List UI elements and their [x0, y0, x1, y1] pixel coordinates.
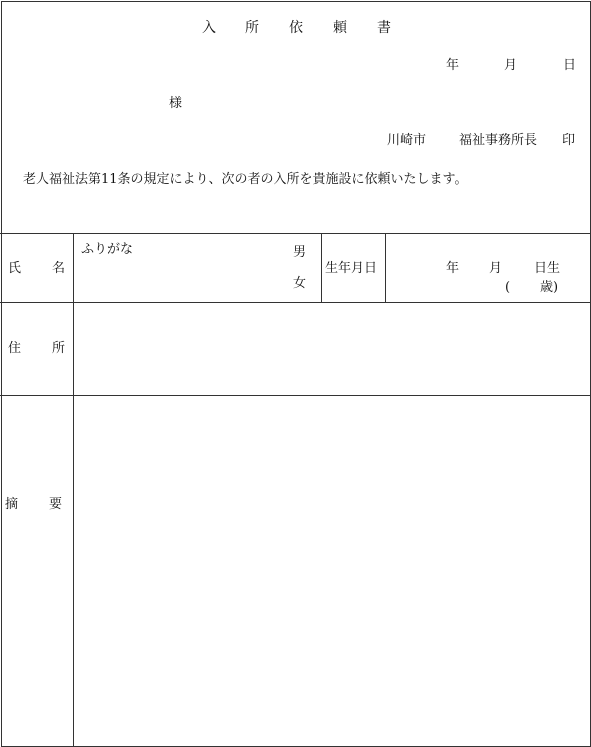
summary-label-char-2: 要: [49, 497, 63, 512]
address-input-area[interactable]: [74, 303, 589, 394]
age-open-paren: (: [505, 280, 511, 295]
address-label-char-1: 住: [8, 341, 22, 356]
issuer-seal-mark: 印: [562, 133, 576, 148]
summary-label-char-1: 摘: [5, 497, 19, 512]
issuer-office: 福祉事務所長: [459, 133, 538, 148]
addressee-suffix: 様: [169, 96, 183, 111]
sex-male-option: 男: [293, 245, 307, 260]
age-label: 歳): [540, 280, 559, 295]
divider-sex-birthlabel: [321, 233, 322, 302]
summary-input-area[interactable]: [74, 396, 589, 744]
name-input-area[interactable]: [74, 258, 284, 300]
name-label-char-2: 名: [52, 261, 66, 276]
furigana-label: ふりがな: [81, 242, 134, 257]
address-label-char-2: 所: [52, 341, 66, 356]
sex-female-option: 女: [293, 276, 307, 291]
request-statement: 老人福祉法第11条の規定により、次の者の入所を貴施設に依頼いたします。: [23, 172, 468, 187]
name-label-char-1: 氏: [8, 261, 22, 276]
title-char-1: 入: [202, 20, 216, 36]
birth-day-label: 日生: [534, 261, 561, 276]
issuer-city: 川崎市: [387, 133, 427, 148]
date-month-label: 月: [504, 58, 518, 73]
title-char-2: 所: [245, 20, 259, 36]
title-char-5: 書: [377, 20, 391, 36]
birth-year-label: 年: [446, 261, 460, 276]
date-year-label: 年: [446, 58, 460, 73]
birthdate-label: 生年月日: [325, 261, 378, 276]
birth-month-label: 月: [489, 261, 503, 276]
date-day-label: 日: [563, 58, 577, 73]
divider-header-table: [0, 233, 590, 234]
title-char-4: 頼: [333, 20, 347, 36]
divider-birthlabel-birthdate: [385, 233, 386, 302]
title-char-3: 依: [289, 20, 303, 36]
